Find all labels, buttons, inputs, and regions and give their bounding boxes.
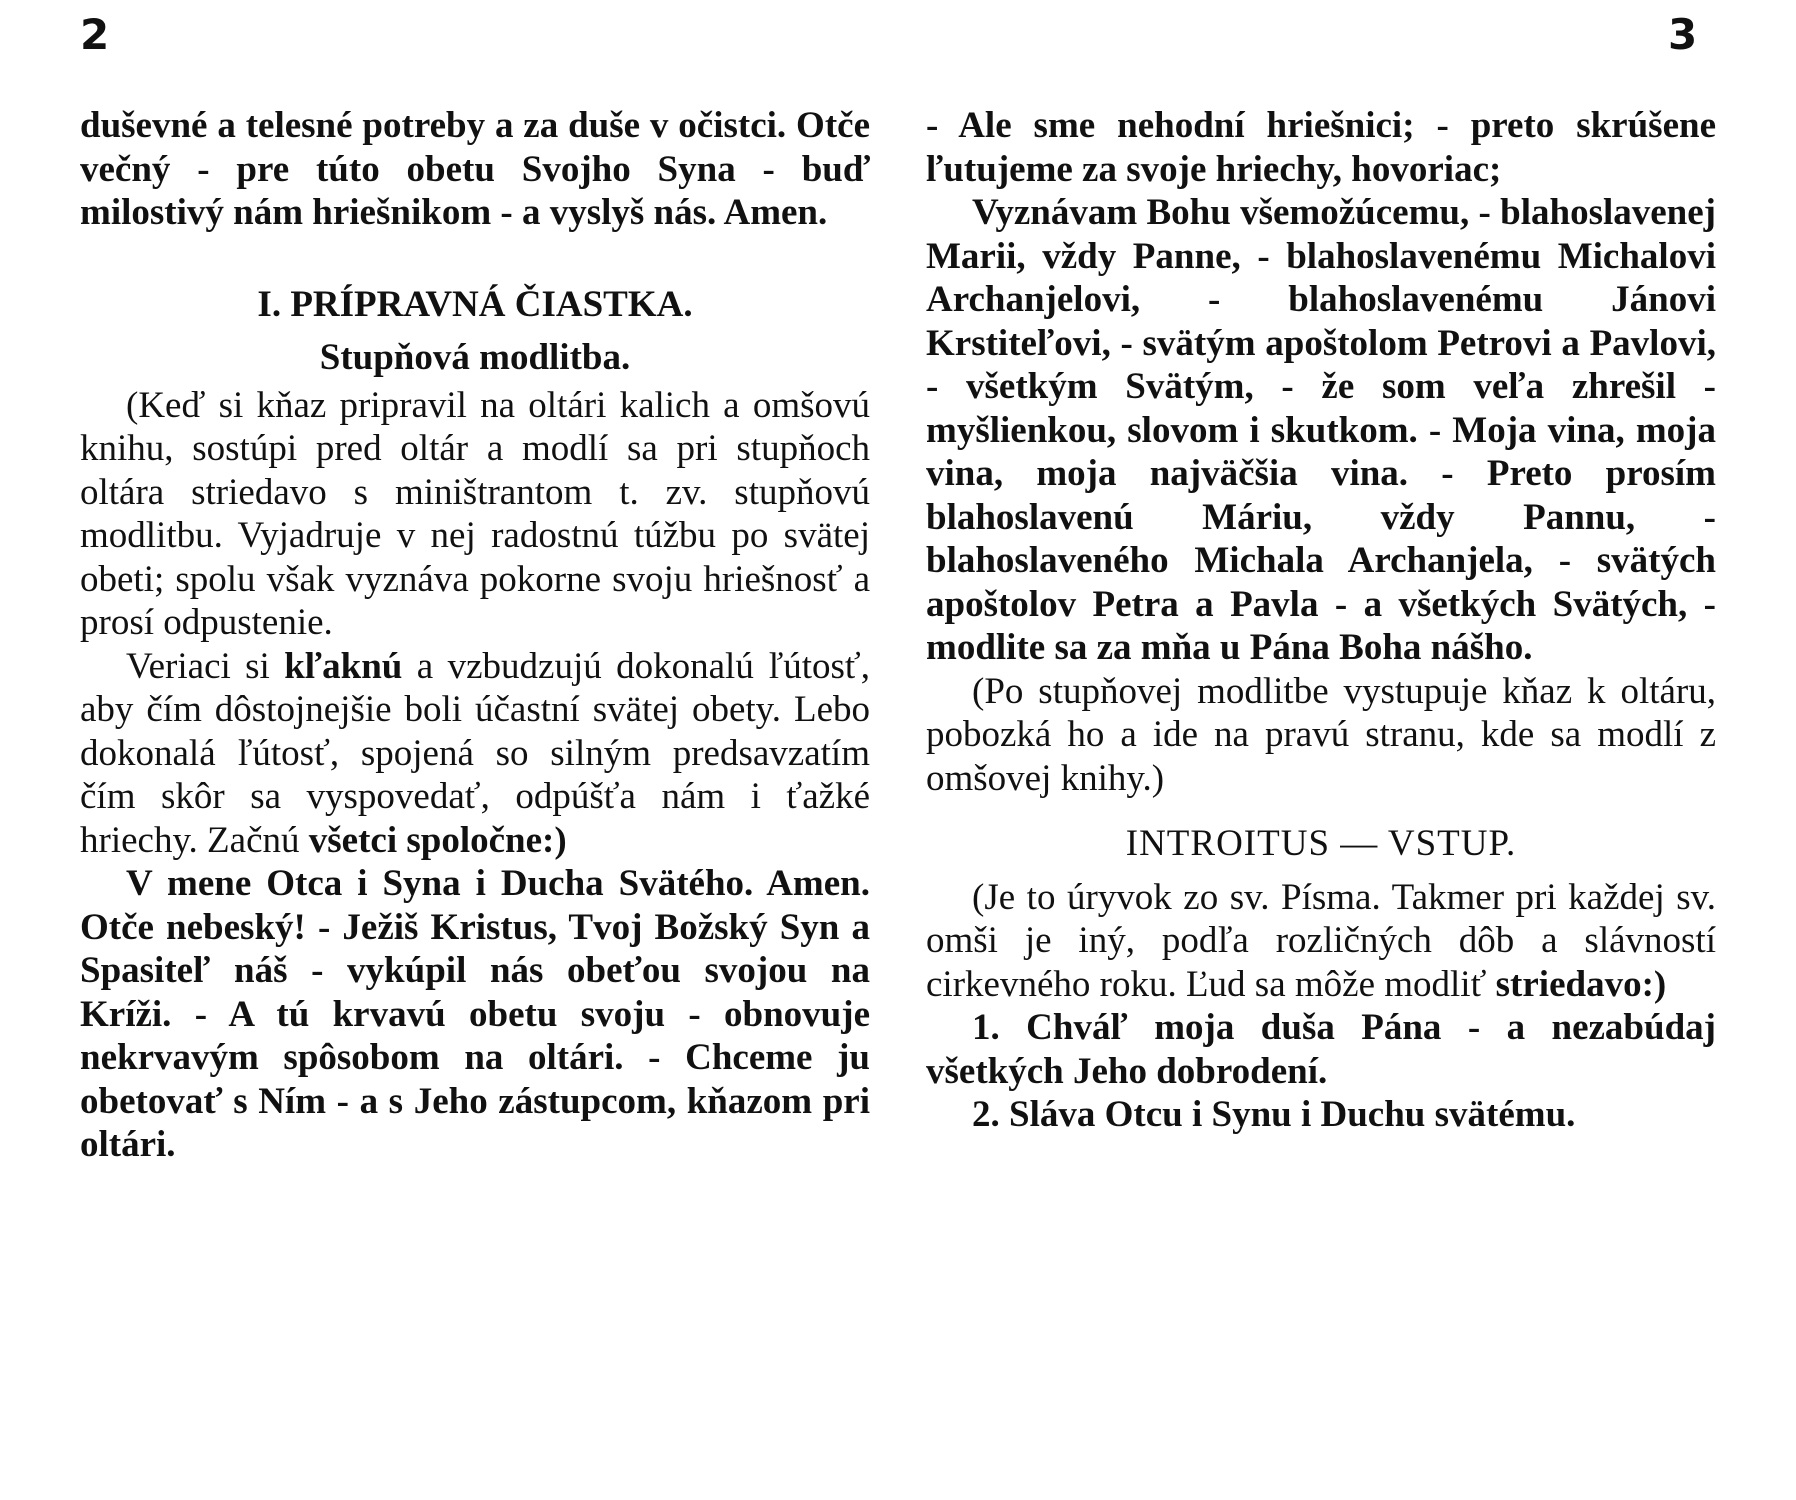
rubric-text: (Je to úryvok zo sv. Písma. Takmer pri každej sv. omši je iný, podľa rozličných dôb a slávností cirkevného roku. Ľud sa môže modliť bbox=[926, 876, 1716, 1005]
rubric-paragraph-faithful bbox=[80, 645, 870, 863]
rubric-paragraph: (Keď si kňaz pripravil na oltári kalich a omšovú knihu, sostúpi pred oltár a modlí sa pri stupňoch oltára striedavo s miništrantom t. zv. stupňovú modlitbu. Vyjadruje v nej radostnú túžbu po svätej obeti; spolu však vyznáva pokorne svoju hriešnosť a prosí odpustenie. bbox=[80, 384, 870, 643]
paragraph-intro-end: duševné a telesné potreby a za duše v očistci. Otče večný - pre túto obetu Svojho Syna - buď milostivý nám hriešnikom - a vyslyš nás. Amen. bbox=[80, 105, 870, 233]
section-heading: I. PRÍPRAVNÁ ČIASTKA. bbox=[257, 283, 693, 325]
right-column bbox=[926, 104, 1716, 1137]
subsection-heading: Stupňová modlitba. bbox=[319, 337, 631, 378]
introit-verse-1: 1. Chváľ moja duša Pána - a nezabúdaj všetkých Jeho dobrodení. bbox=[926, 1007, 1716, 1092]
rubric-emphasis: striedavo:) bbox=[1495, 963, 1667, 1005]
prayer-paragraph: V mene Otca i Syna i Ducha Svätého. Amen. Otče nebeský! - Ježiš Kristus, Tvoj Božský Syn a Spasiteľ náš - vykúpil nás obeťou svojou na Kríži. - A tú krvavú obetu svoju - obnovuje nekrvavým spôsobom na oltári. - Chceme ju obetovať s Ním - a s Jeho zástupcom, kňazom pri oltári. bbox=[80, 863, 870, 1165]
rubric-text: a vzbudzujú dokonalú ľútosť, aby čím dôstojnejšie boli účastní svätej obety. Lebo dokonalá ľútosť, spojená so silným predsavzatím čím skôr sa vyspovedať, odpúšťa nám i ťažké hriechy. Začnú bbox=[80, 645, 870, 861]
left-column bbox=[80, 104, 870, 1167]
rubric-emphasis: kľaknú bbox=[284, 645, 403, 687]
prayer-paragraph: - Ale sme nehodní hriešnici; - preto skrúšene ľutujeme za svoje hriechy, hovoriac; bbox=[926, 105, 1716, 190]
rubric-emphasis: všetci spoločne:) bbox=[308, 819, 567, 861]
page-number-right: 3 bbox=[1668, 10, 1698, 59]
rubric-paragraph-introit bbox=[926, 876, 1716, 1007]
introit-verse-2: 2. Sláva Otcu i Synu i Duchu svätému. bbox=[972, 1094, 1576, 1135]
page-number-left: 2 bbox=[80, 10, 110, 59]
rubric-paragraph: (Po stupňovej modlitbe vystupuje kňaz k oltáru, pobozká ho a ide na pravú stranu, kde sa modlí z omšovej knihy.) bbox=[926, 670, 1716, 799]
introit-heading: INTROITUS — VSTUP. bbox=[1125, 823, 1517, 864]
confiteor-paragraph: Vyznávam Bohu všemožúcemu, - blahoslavenej Marii, vždy Panne, - blahoslavenému Michalovi Archanjelovi, - blahoslavenému Jánovi Krstiteľovi, - svätým apoštolom Petrovi a Pavlovi, - všetkým Svätým, - že som veľa zhrešil - myšlienkou, slovom i skutkom. - Moja vina, moja vina, moja najväčšia vina. - Preto prosím blahoslavenú Máriu, vždy Pannu, - blahoslaveného Michala Archanjela, - svätých apoštolov Petra a Pavla - a všetkých Svätých, - modlite sa za mňa u Pána Boha nášho. bbox=[926, 192, 1716, 668]
rubric-text: Veriaci si bbox=[126, 645, 285, 687]
